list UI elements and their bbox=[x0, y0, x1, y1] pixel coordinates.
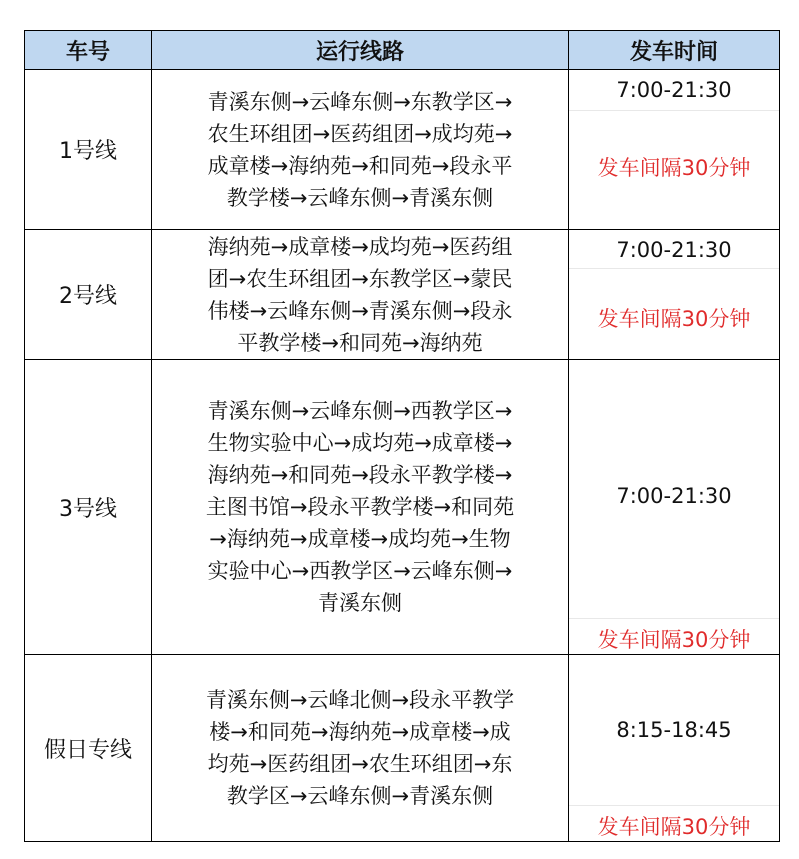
route-line: 团→农生环组团→东教学区→蒙民 bbox=[207, 266, 513, 291]
route-line: 实验中心→西教学区→云峰东侧→ bbox=[207, 559, 513, 583]
line-name: 1号线 bbox=[25, 70, 152, 230]
route-cell bbox=[152, 360, 569, 655]
table-row bbox=[25, 70, 780, 230]
route-line: 伟楼→云峰东侧→青溪东侧→段永 bbox=[207, 298, 513, 323]
table-row bbox=[25, 655, 780, 842]
route-line: 青溪东侧 bbox=[318, 591, 402, 615]
departure-interval: 发车间隔30分钟 bbox=[597, 628, 751, 652]
table-row bbox=[25, 230, 780, 360]
cell-divider bbox=[569, 618, 779, 619]
line-name: 2号线 bbox=[25, 230, 152, 360]
route-line: 成章楼→海纳苑→和同苑→段永平 bbox=[207, 153, 513, 178]
route-line: 农生环组团→医药组团→成均苑→ bbox=[207, 121, 513, 146]
departure-interval: 发车间隔30分钟 bbox=[597, 815, 751, 839]
line-name: 3号线 bbox=[25, 360, 152, 655]
time-cell bbox=[569, 70, 780, 230]
route-line: 教学区→云峰东侧→青溪东侧 bbox=[226, 784, 494, 808]
time-cell bbox=[569, 655, 780, 842]
route-cell bbox=[152, 655, 569, 842]
route-line: 海纳苑→和同苑→段永平教学楼→ bbox=[207, 463, 513, 487]
route-line: 主图书馆→段永平教学楼→和同苑 bbox=[205, 495, 515, 519]
header-line: 车号 bbox=[25, 31, 152, 70]
route-line: 平教学楼→和同苑→海纳苑 bbox=[237, 330, 483, 355]
route-line: 均苑→医药组团→农生环组团→东 bbox=[207, 752, 513, 776]
cell-divider bbox=[569, 110, 779, 111]
route-line: 青溪东侧→云峰东侧→西教学区→ bbox=[207, 399, 513, 423]
line-name: 假日专线 bbox=[25, 655, 152, 842]
table-row bbox=[25, 360, 780, 655]
route-cell bbox=[152, 230, 569, 360]
route-line: 楼→和同苑→海纳苑→成章楼→成 bbox=[209, 720, 511, 744]
header-route: 运行线路 bbox=[152, 31, 569, 70]
header-row bbox=[25, 31, 780, 70]
departure-time: 7:00-21:30 bbox=[616, 78, 732, 102]
time-cell bbox=[569, 230, 780, 360]
departure-interval: 发车间隔30分钟 bbox=[597, 307, 751, 331]
route-cell bbox=[152, 70, 569, 230]
route-line: 生物实验中心→成均苑→成章楼→ bbox=[207, 431, 513, 455]
departure-interval: 发车间隔30分钟 bbox=[597, 156, 751, 180]
route-line: →海纳苑→成章楼→成均苑→生物 bbox=[209, 527, 511, 551]
cell-divider bbox=[569, 805, 779, 806]
bus-schedule-table bbox=[24, 30, 780, 842]
route-line: 教学楼→云峰东侧→青溪东侧 bbox=[226, 185, 494, 210]
route-line: 青溪东侧→云峰北侧→段永平教学 bbox=[205, 688, 515, 712]
route-line: 青溪东侧→云峰东侧→东教学区→ bbox=[207, 89, 513, 114]
route-line: 海纳苑→成章楼→成均苑→医药组 bbox=[207, 234, 513, 259]
cell-divider bbox=[569, 268, 779, 269]
departure-time: 8:15-18:45 bbox=[616, 718, 732, 742]
departure-time: 7:00-21:30 bbox=[616, 484, 732, 508]
time-cell bbox=[569, 360, 780, 655]
header-time: 发车时间 bbox=[569, 31, 780, 70]
departure-time: 7:00-21:30 bbox=[616, 238, 732, 262]
